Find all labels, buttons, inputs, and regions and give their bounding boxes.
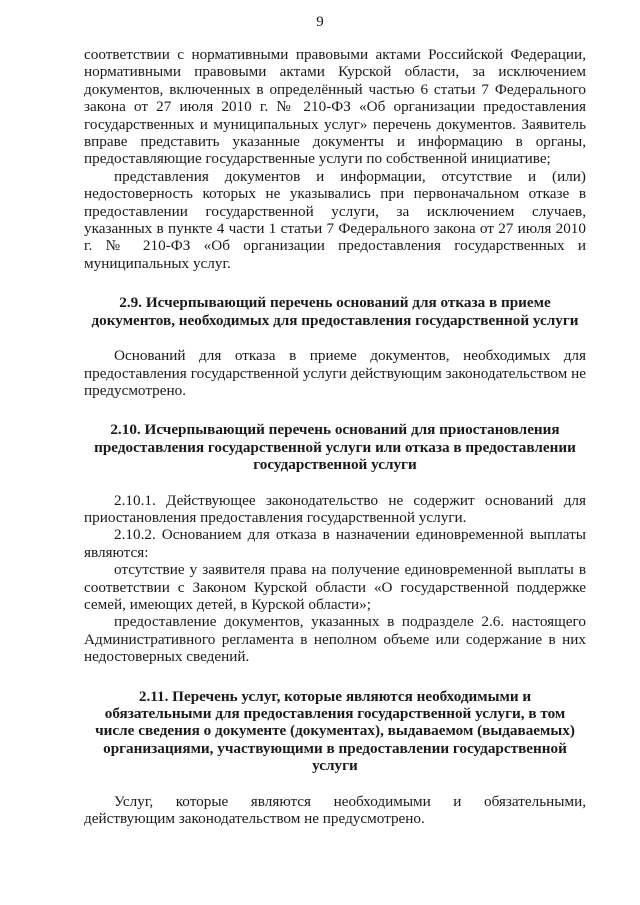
- paragraph-no-right: отсутствие у заявителя права на получение единовременной выплаты в соответствии с Законом Курской области «О государственной поддержке семей, имеющих детей, в Курской области»;: [84, 561, 586, 613]
- paragraph-2-10-2: 2.10.2. Основанием для отказа в назначении единовременной выплаты являются:: [84, 526, 586, 561]
- paragraph-2-10-1: 2.10.1. Действующее законодательство не содержит оснований для приостановления предоставления государственной услуги.: [84, 491, 586, 526]
- document-body: [84, 46, 586, 827]
- section-heading-2-11: 2.11. Перечень услуг, которые являются необходимыми и обязательными для предоставления государственной услуги, в том числе сведения о документе (документах), выдаваемом (выдаваемых) организациями, участвующими в предоставлении государственной услуги: [95, 687, 575, 775]
- paragraph-documents-info: представления документов и информации, отсутствие и (или) недостоверность которых не указывались при первоначальном отказе в предоставлении государственной услуги, за исключением случаев, указанных в пункте 4 части 1 статьи 7 Федерального закона от 27 июля 2010 г. № 210-ФЗ «Об организации предоставления государственных и муниципальных услуг.: [84, 167, 586, 272]
- page-number: 9: [316, 14, 324, 30]
- paragraph-incomplete-docs: предоставление документов, указанных в подразделе 2.6. настоящего Административного регламента в неполном объеме или содержание в них недостоверных сведений.: [84, 613, 586, 666]
- section-heading-2-10: 2.10. Исчерпывающий перечень оснований для приостановления предоставления государственной услуги или отказа в предоставлении государственной услуги: [94, 421, 576, 474]
- section-heading-2-9: 2.9. Исчерпывающий перечень оснований для отказа в приеме документов, необходимых для предоставления государственной услуги: [91, 294, 579, 329]
- paragraph-continuation: соответствии с нормативными правовыми актами Российской Федерации, нормативными правовыми актами Курской области, за исключением документов, включенных в определённый частью 6 статьи 7 Федерального закона от 27 июля 2010 г. № 210-ФЗ «Об организации предоставления государственных и муниципальных услуг» перечень документов. Заявитель вправе представить указанные документы и информацию в органы, предоставляющие государственные услуги по собственной инициативе;: [84, 46, 586, 168]
- paragraph-no-grounds-refusal: Оснований для отказа в приеме документов, необходимых для предоставления государственной услуги действующим законодательством не предусмотрено.: [84, 347, 586, 399]
- paragraph-no-services: Услуг, которые являются необходимыми и обязательными, действующим законодательством не предусмотрено.: [84, 792, 586, 828]
